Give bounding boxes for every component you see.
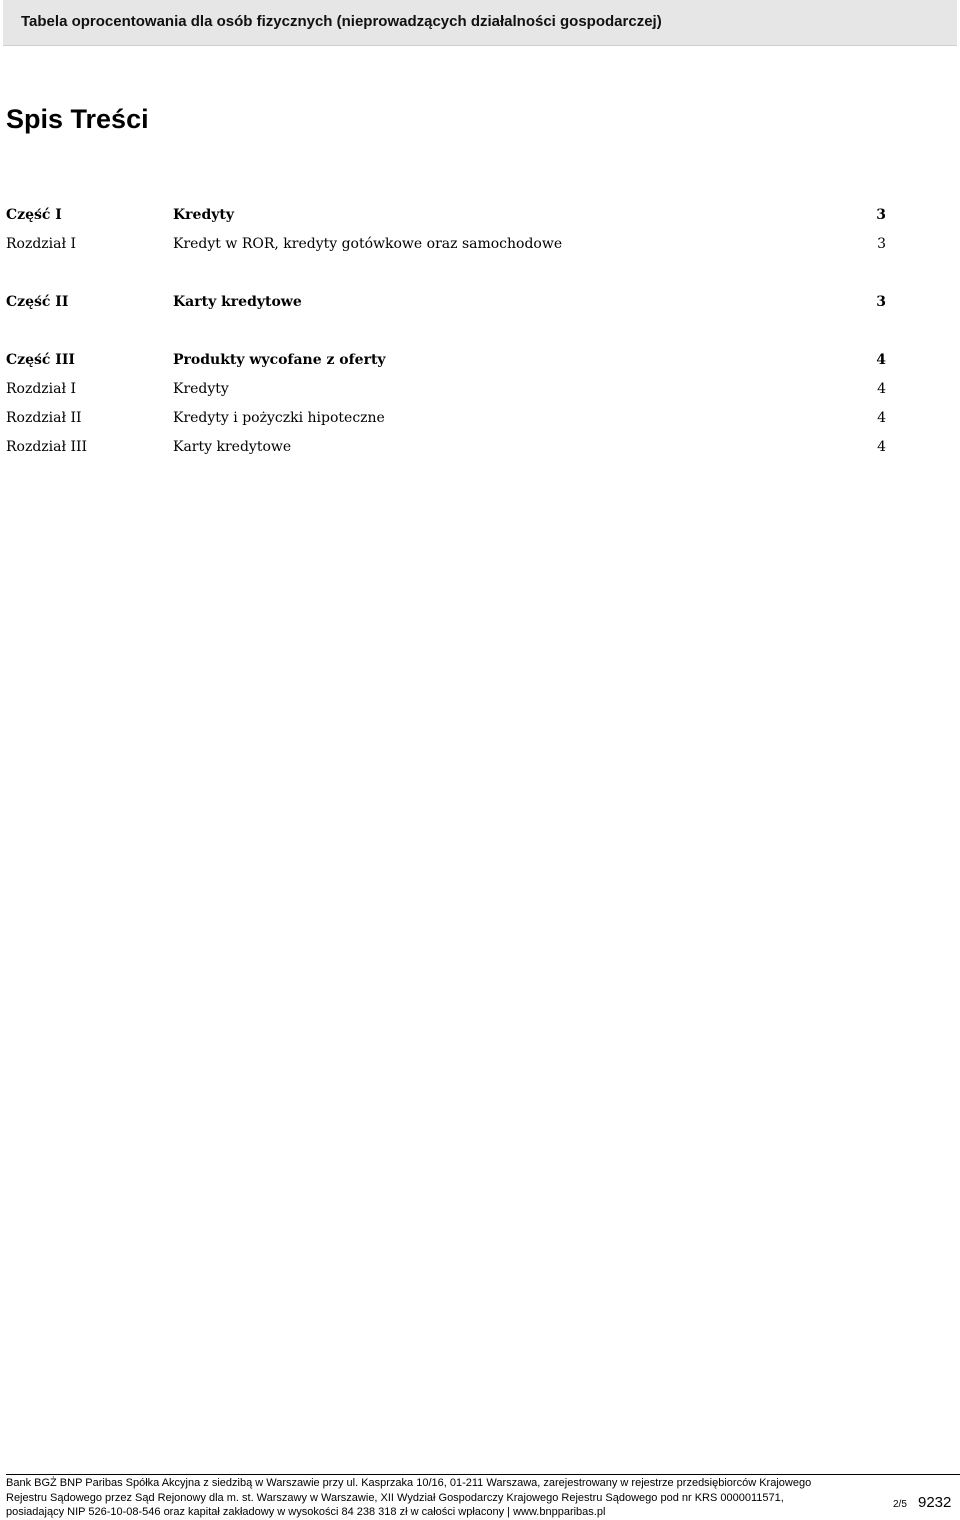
toc-row-label: Część I	[6, 207, 62, 223]
footer-line: posiadający NIP 526-10-08-546 oraz kapitał zakładowy w wysokości 84 238 318 zł w całości wpłacony | www.bnpparibas.pl	[6, 1506, 606, 1518]
toc-row-title: Kredyty	[173, 207, 234, 223]
toc-row-title: Produkty wycofane z oferty	[173, 352, 386, 368]
toc-row-title: Kredyty i pożyczki hipoteczne	[173, 410, 385, 426]
document-title: Tabela oprocentowania dla osób fizycznych (nieprowadzących działalności gospodarczej)	[21, 13, 662, 30]
toc-row-page: 4	[876, 352, 886, 368]
toc-row	[6, 294, 886, 316]
toc-row-title: Kredyt w ROR, kredyty gotówkowe oraz samochodowe	[173, 236, 563, 252]
toc-row-page: 3	[876, 207, 886, 223]
toc-row-label: Rozdział I	[6, 236, 77, 252]
toc-row-label: Rozdział I	[6, 381, 77, 397]
toc-row-label: Rozdział III	[6, 439, 88, 455]
toc-row-page: 3	[876, 294, 886, 310]
toc-row-label: Część II	[6, 294, 69, 310]
toc-row	[6, 381, 886, 403]
toc-row-page: 3	[877, 236, 886, 252]
footer-divider	[6, 1474, 960, 1475]
toc-row-label: Część III	[6, 352, 75, 368]
toc-row-page: 4	[877, 410, 886, 426]
page-indicator: 2/5	[893, 1499, 907, 1510]
footer-line: Bank BGŻ BNP Paribas Spółka Akcyjna z siedzibą w Warszawie przy ul. Kasprzaka 10/16, 01-211 Warszawa, zarejestrowany w rejestrze przedsiębiorców Krajowego	[6, 1477, 812, 1489]
toc-row	[6, 207, 886, 229]
toc-heading: Spis Treści	[6, 104, 149, 134]
document-header	[3, 0, 957, 46]
document-code: 9232	[918, 1494, 952, 1511]
toc-row-title: Karty kredytowe	[173, 294, 302, 310]
toc-row	[6, 410, 886, 432]
toc-row-page: 4	[877, 381, 886, 397]
toc-row	[6, 439, 886, 461]
toc-row	[6, 352, 886, 374]
toc-row	[6, 236, 886, 258]
footer-legal-text	[6, 1476, 876, 1520]
toc-row-title: Kredyty	[173, 381, 229, 397]
toc-row-label: Rozdział II	[6, 410, 82, 426]
footer-line: Rejestru Sądowego przez Sąd Rejonowy dla m. st. Warszawy w Warszawie, XII Wydział Gospodarczy Krajowego Rejestru Sądowego pod nr KRS 0000011571,	[6, 1491, 784, 1504]
toc-row-title: Karty kredytowe	[173, 439, 292, 455]
toc-row-page: 4	[877, 439, 886, 455]
